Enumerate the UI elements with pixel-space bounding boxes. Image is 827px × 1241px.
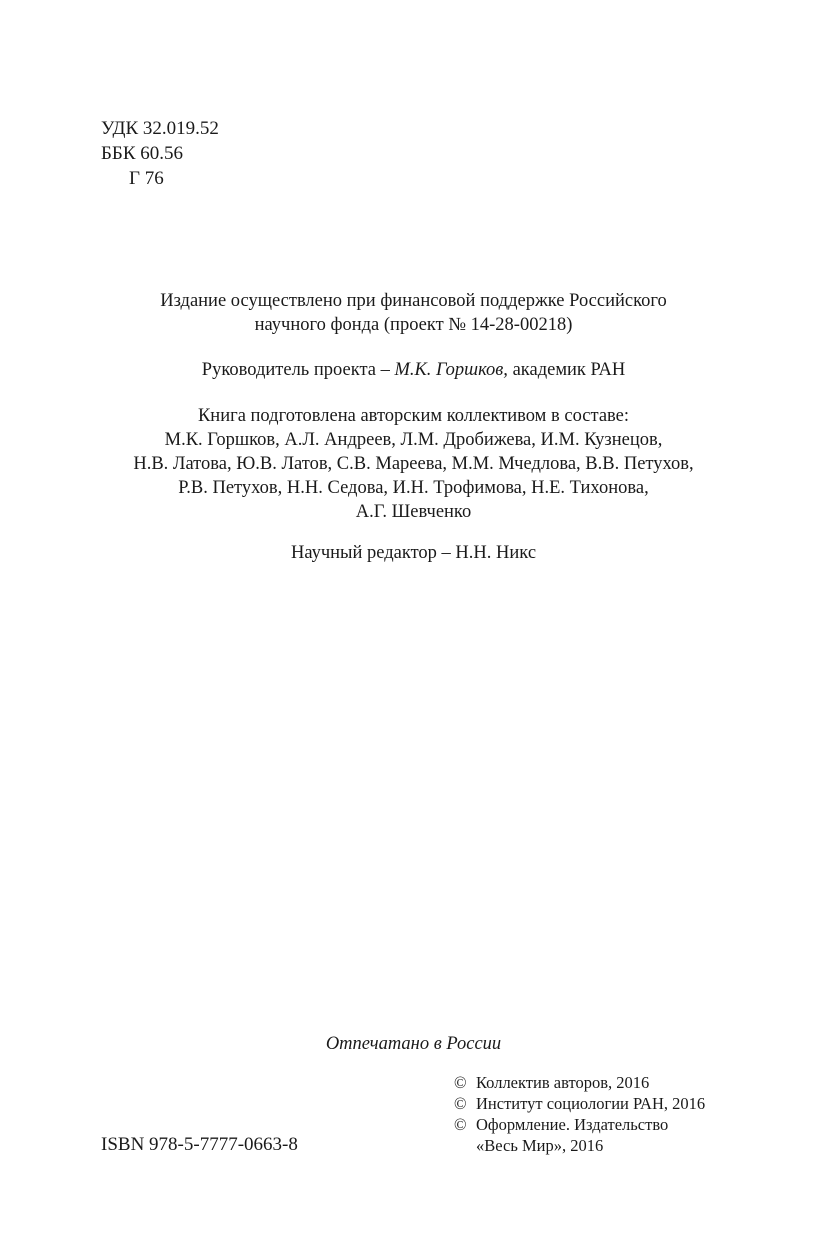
authors-intro: Книга подготовлена авторским коллективом в составе: [197,406,630,426]
funding-line: Издание осуществлено при финансовой поддержке Российского [160,291,667,311]
copyright-block [454,1072,705,1156]
bbk-code: ББК 60.56 [101,143,183,164]
copyright-icon: © [454,1094,467,1113]
udk-code: УДК 32.019.52 [101,118,219,139]
copyright-continuation: «Весь Мир», 2016 [476,1136,604,1155]
author-mark: Г 76 [129,168,164,189]
authors-line: М.К. Горшков, А.Л. Андреев, Л.М. Дробижева, И.М. Кузнецов, [164,430,663,450]
authors-line: Н.В. Латова, Ю.В. Латов, С.В. Мареева, М.М. Мчедлова, В.В. Петухов, [133,454,694,474]
project-leader [0,358,827,382]
leader-suffix: академик РАН [507,360,626,380]
authors-line: А.Г. Шевченко [355,502,472,522]
isbn: ISBN 978-5-7777-0663-8 [101,1134,298,1155]
funding-line: научного фонда (проект № 14-28-00218) [254,315,573,335]
copyright-icon: © [454,1115,467,1134]
leader-name: М.К. Горшков, [394,360,508,380]
copyright-row [454,1093,705,1114]
copyright-row [454,1072,705,1093]
printed-in-russia: Отпечатано в России [325,1034,502,1054]
copyright-icon: © [454,1073,467,1092]
copyright-text: Институт социологии РАН, 2016 [476,1094,706,1113]
classification-codes [101,116,219,191]
authors-block [0,404,827,524]
copyright-text: Оформление. Издательство [476,1115,669,1134]
copyright-text: Коллектив авторов, 2016 [476,1073,650,1092]
funding-note [0,289,827,337]
scientific-editor: Научный редактор – Н.Н. Никс [290,543,537,563]
leader-prefix: Руководитель проекта – [201,360,395,380]
copyright-row [454,1114,705,1135]
authors-line: Р.В. Петухов, Н.Н. Седова, И.Н. Трофимова, Н.Е. Тихонова, [178,478,649,498]
